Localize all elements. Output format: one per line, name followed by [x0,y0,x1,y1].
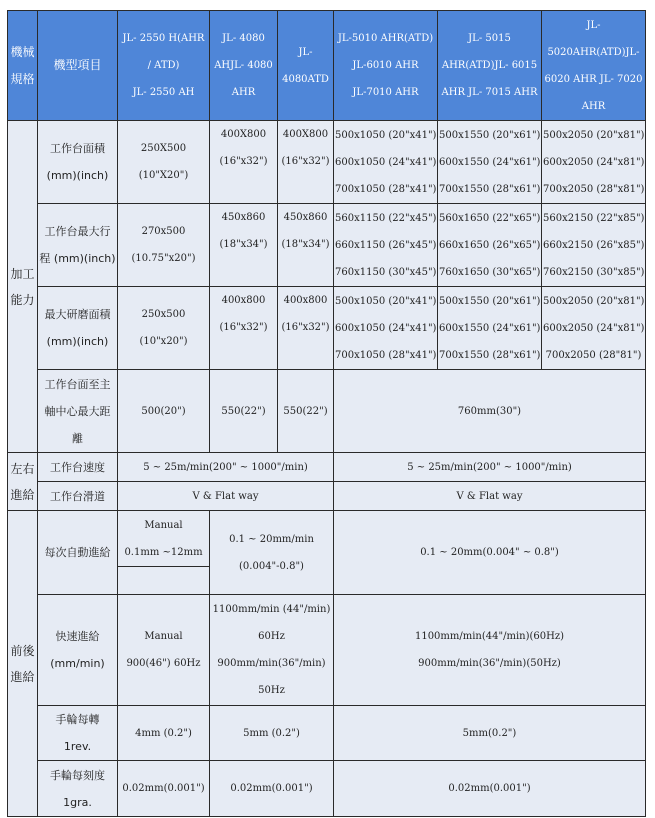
cell-auto-feed-large: 0.1 ~ 20mm(0.004" ~ 0.8") [334,511,646,595]
group-front-back: 前後 進給 [8,511,38,817]
label-rapid-feed: 快速進給 (mm/min) [38,595,118,706]
header-model-label: 機型項目 [38,11,118,121]
row-handwheel-grad [8,761,646,817]
cell-max-travel-5020: 560x2150 (22"x85") 660x2150 (26"x85") 760x2150 (30"x85") [542,204,646,287]
label-handwheel-rev: 手輪每轉 1rev. [38,706,118,761]
cell-max-travel-4080: 450x860 (18"x34") [210,204,278,287]
cell-max-grinding-4080atd: 400x800 (16"x32") [278,287,334,370]
cell-handwheel-grad-large: 0.02mm(0.001") [334,761,646,817]
cell-max-distance-2550: 500(20") [118,370,210,453]
label-max-travel: 工作台最大行 程 (mm)(inch) [38,204,118,287]
cell-table-area-5020: 500x2050 (20"x81") 600x2050 (24"x81") 700x2050 (28"x81") [542,121,646,204]
cell-auto-feed-2550-empty [118,567,210,595]
cell-table-area-2550: 250X500 (10"X20") [118,121,210,204]
cell-max-distance-large: 760mm(30") [334,370,646,453]
label-max-distance: 工作台面至主 軸中心最大距 離 [38,370,118,453]
header-model-4080atd: JL- 4080ATD [278,11,334,121]
group-left-right: 左右 進給 [8,453,38,511]
cell-table-speed-large: 5 ~ 25m/min(200" ~ 1000"/min) [334,453,646,482]
cell-table-slide-small: V & Flat way [118,482,334,511]
cell-max-travel-2550: 270x500 (10.75"x20") [118,204,210,287]
cell-table-area-5015: 500x1550 (20"x61") 600x1550 (24"x61") 700x1550 (28"x61") [438,121,542,204]
row-max-grinding [8,287,646,370]
cell-max-travel-5010: 560x1150 (22"x45") 660x1150 (26"x45") 760x1150 (30"x45") [334,204,438,287]
cell-rapid-feed-4080: 1100mm/min (44"/min) 60Hz 900mm/min(36"/min) 50Hz [210,595,334,706]
row-max-travel [8,204,646,287]
cell-handwheel-grad-2550: 0.02mm(0.001") [118,761,210,817]
row-rapid-feed [8,595,646,706]
label-handwheel-grad: 手輪每刻度 1gra. [38,761,118,817]
cell-table-area-4080: 400X800 (16"x32") [210,121,278,204]
group-machining: 加工 能力 [8,121,38,453]
cell-table-slide-large: V & Flat way [334,482,646,511]
cell-max-grinding-5015: 500x1550 (20"x61") 600x1550 (24"x61") 700x1550 (28"x61") [438,287,542,370]
label-table-speed: 工作台速度 [38,453,118,482]
label-table-slide: 工作台滑道 [38,482,118,511]
cell-max-travel-5015: 560x1650 (22"x65") 660x1650 (26"x65") 760x1650 (30"x65") [438,204,542,287]
header-model-5015: JL- 5015 AHR(ATD)JL- 6015 AHR JL- 7015 AHR [438,11,542,121]
cell-handwheel-rev-2550: 4mm (0.2") [118,706,210,761]
cell-rapid-feed-2550: Manual 900(46") 60Hz [118,595,210,706]
cell-handwheel-grad-4080: 0.02mm(0.001") [210,761,334,817]
cell-table-area-5010: 500x1050 (20"x41") 600x1050 (24"x41") 700x1050 (28"x41") [334,121,438,204]
cell-max-grinding-4080: 400x800 (16"x32") [210,287,278,370]
cell-handwheel-rev-4080: 5mm (0.2") [210,706,334,761]
row-handwheel-rev [8,706,646,761]
cell-max-travel-4080atd: 450x860 (18"x34") [278,204,334,287]
cell-handwheel-rev-large: 5mm(0.2") [334,706,646,761]
header-spec-label: 機械 規格 [8,11,38,121]
cell-auto-feed-4080: 0.1 ~ 20mm/min (0.004"-0.8") [210,511,334,595]
cell-max-grinding-2550: 250x500 (10"x20") [118,287,210,370]
label-auto-feed: 每次自動進給 [38,511,118,595]
cell-max-distance-4080atd: 550(22") [278,370,334,453]
row-table-area [8,121,646,204]
spec-table [7,10,646,817]
cell-table-speed-small: 5 ~ 25m/min(200" ~ 1000"/min) [118,453,334,482]
cell-max-grinding-5020: 500x2050 (20"x81") 600x2050 (24"x81") 700x2050 (28"81") [542,287,646,370]
label-table-area: 工作台面積 (mm)(inch) [38,121,118,204]
cell-rapid-feed-large: 1100mm/min(44"/min)(60Hz) 900mm/min(36"/min)(50Hz) [334,595,646,706]
label-max-grinding: 最大研磨面積 (mm)(inch) [38,287,118,370]
header-row [8,11,646,121]
header-model-4080: JL- 4080 AHJL- 4080 AHR [210,11,278,121]
cell-auto-feed-2550: Manual 0.1mm ~12mm [118,511,210,567]
header-model-5010: JL-5010 AHR(ATD) JL-6010 AHR JL-7010 AHR [334,11,438,121]
row-max-distance [8,370,646,453]
header-model-5020: JL- 5020AHR(ATD)JL- 6020 AHR JL- 7020 AHR [542,11,646,121]
row-table-speed [8,453,646,482]
cell-max-distance-4080: 550(22") [210,370,278,453]
cell-table-area-4080atd: 400X800 (16"x32") [278,121,334,204]
header-model-2550: JL- 2550 H(AHR / ATD) JL- 2550 AH [118,11,210,121]
cell-max-grinding-5010: 500x1050 (20"x41") 600x1050 (24"x41") 700x1050 (28"x41") [334,287,438,370]
row-auto-feed [8,511,646,567]
row-table-slide [8,482,646,511]
